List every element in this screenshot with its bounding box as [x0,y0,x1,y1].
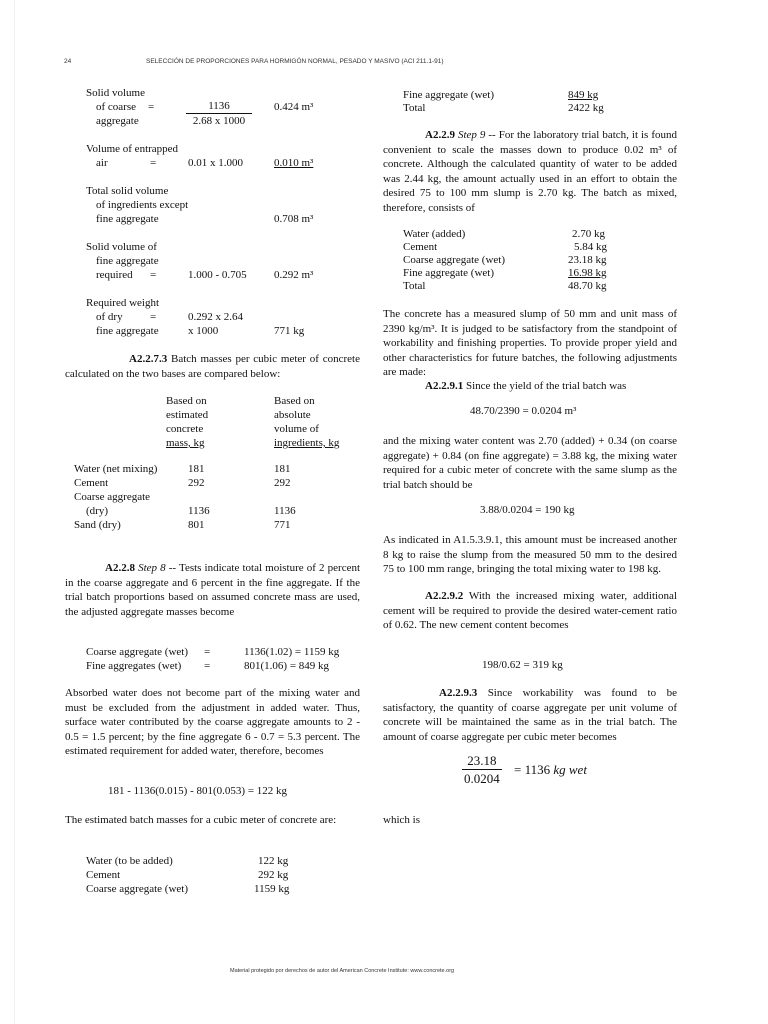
para-a2292-text: With the increased mixing water, additional cement will be required to provide the desired water-cement ratio of 0.62. The new cement content becomes [383,590,677,632]
adjusted-fine-expr: 801(1.06) = 849 kg [244,660,330,672]
total-label: Total [403,102,426,114]
para-mixing-water: and the mixing water content was 2.70 (added) + 0.34 (on coarse aggregate) + 0.84 (on fine aggregate) = 3.88 kg, the mixing water required for a cubic meter of concrete with the same slump as the trial batch should be [383,435,677,491]
table-cell: 771 [274,519,291,531]
para-a2273 [65,352,360,381]
batch-value: 122 kg [258,855,289,867]
solid-coarse-eq: = [148,101,155,113]
solid-coarse-label-1: Solid volume [86,87,145,99]
solid-coarse-fraction [186,99,252,128]
solid-coarse-num: 1136 [186,99,252,114]
para-a229-number: A2.2.9 [425,129,455,141]
adjusted-coarse-eq: = [204,646,211,658]
table-cell: 181 [274,463,291,475]
para-a2291-number: A2.2.9.1 [425,380,464,392]
adjusted-coarse-expr: 1136(1.02) = 1159 kg [244,646,340,658]
solid-fine-label-2: fine aggregate [96,255,159,267]
table-row-label: (dry) [86,505,108,517]
copyright-footer: Material protegido por derechos de autor del American Concrete Institute: www.concrete.org [230,968,455,974]
col1-line-2: estimated [166,409,209,421]
equation-yield: 48.70/2390 = 0.0204 m³ [470,405,577,417]
total-solid-result: 0.708 m³ [274,213,314,225]
solid-coarse-label-3: aggregate [96,115,139,127]
para-a228-number: A2.2.8 [105,562,135,574]
table-cell: 801 [188,519,205,531]
total-solid-label-1: Total solid volume [86,185,169,197]
total-value: 2422 kg [568,102,604,114]
entrapped-air-eq: = [150,157,157,169]
para-a2273-text: Batch masses per cubic meter of concrete calculated on the two bases are compared below: [65,353,360,380]
para-slump: The concrete has a measured slump of 50 mm and unit mass of 2390 kg/m³. It is judged to be satisfactory from the standpoint of workability and finishing properties. To provide proper yield and other characteristics for future batches, the following adjustments are made: [383,308,677,379]
table-cell: 181 [188,463,205,475]
fraction-unit: kg wet [553,762,587,777]
para-a2292 [383,589,677,633]
solid-coarse-label-2: of coarse [96,101,137,113]
entrapped-air-result: 0.010 m³ [274,157,314,169]
required-weight-result: 771 kg [274,325,305,337]
entrapped-air-label-2: air [96,157,108,169]
table-row-label: Cement [74,477,109,489]
para-a2293-number: A2.2.9.3 [439,687,478,699]
batch-label: Water (to be added) [86,855,173,867]
para-a229-text: -- For the laboratory trial batch, it is found convenient to scale the masses down to produce 0.02 m³ of concrete. Although the calculated quantity of water to be added was 2.44 kg, the amount actually used in an effort to obtain the desired 75 to 100 mm slump is 2.70 kg. The batch as mixed, therefore, consists of [383,129,677,214]
para-estimated: The estimated batch masses for a cubic meter of concrete are: [65,814,337,826]
table-cell: 292 [274,477,291,489]
trial-value: 23.18 kg [568,254,607,266]
equation-cement: 198/0.62 = 319 kg [482,659,563,671]
table-cell: 1136 [188,505,210,517]
required-weight-expr-1: 0.292 x 2.64 [188,311,243,323]
para-a229-step: Step 9 [457,129,486,141]
col2-line-4: ingredients, kg [274,437,340,449]
table-row-label: Sand (dry) [74,519,121,531]
fraction-denominator: 0.0204 [464,771,500,786]
para-a229 [383,128,677,216]
table-row-label: Coarse aggregate [74,491,151,503]
solid-fine-label-3: required [96,269,133,281]
adjusted-coarse-label: Coarse aggregate (wet) [86,646,189,658]
table-cell: 1136 [274,505,296,517]
col1-line-1: Based on [166,395,207,407]
compare-col2-header [274,394,339,450]
solid-fine-result: 0.292 m³ [274,269,314,281]
trial-value: 48.70 kg [568,280,607,292]
required-weight-label-1: Required weight [86,297,160,309]
required-weight-label-3: fine aggregate [96,325,159,337]
para-a228 [65,561,360,619]
trial-value: 2.70 kg [572,228,605,240]
fraction-numerator: 23.18 [462,752,502,770]
col2-line-1: Based on [274,395,315,407]
table-row-label: Water (net mixing) [74,463,158,475]
para-indicated: As indicated in A1.5.3.9.1, this amount must be increased another 8 kg to raise the slump from the measured 50 mm to the desired 75 to 100 mm range, bringing the total mixing water to 198 kg. [383,534,677,576]
fraction-rest: = 1136 [514,762,551,777]
batch-value: 1159 kg [254,883,290,895]
coarse-aggregate-fraction [462,752,502,787]
required-weight-eq: = [150,311,157,323]
col1-line-3: concrete [166,423,204,435]
scan-edge-line [14,0,15,1024]
para-absorbed: Absorbed water does not become part of the mixing water and must be excluded from the adjustment in added water. Thus, surface water contributed by the coarse aggregate amounts to 2 - 0.5 = 1.5 percent; by the fine aggregate 6 - 0.7 = 5.3 percent. The estimated requirement for added water, therefore, becomes [65,687,360,758]
trial-label: Water (added) [403,228,466,240]
total-solid-label-2: of ingredients except [96,199,189,211]
para-a2293-text: Since workability was found to be satisfactory, the quantity of coarse aggregate per unit volume of concrete will be maintained the same as in the trial batch. The amount of coarse aggregate per cubic meter becomes [383,687,677,743]
trial-label: Total [403,280,426,292]
fraction-result [514,762,587,778]
table-cell: 292 [188,477,205,489]
page-number: 24 [64,58,72,65]
entrapped-air-expr: 0.01 x 1.000 [188,157,243,169]
para-a2273-number: A2.2.7.3 [129,353,168,365]
trial-value: 5.84 kg [574,241,607,253]
solid-fine-eq: = [150,269,157,281]
para-a228-step: Step 8 [138,562,166,574]
fine-wet-label: Fine aggregate (wet) [403,89,495,101]
solid-fine-expr: 1.000 - 0.705 [188,269,247,281]
solid-coarse-den: 2.68 x 1000 [192,115,246,127]
para-a228-text: -- Tests indicate total moisture of 2 percent in the coarse aggregate and 6 percent in the fine aggregate. If the trial batch proportions based on assumed concrete mass are used, the adjusted aggregate masses become [65,562,361,618]
total-solid-label-3: fine aggregate [96,213,159,225]
adjusted-fine-label: Fine aggregates (wet) [86,660,182,672]
trial-label: Coarse aggregate (wet) [403,254,506,266]
batch-label: Cement [86,869,121,881]
entrapped-air-label-1: Volume of entrapped [86,143,179,155]
compare-col1-header [166,394,208,450]
para-a2293 [383,686,677,744]
solid-coarse-result: 0.424 m³ [274,101,314,113]
col1-line-4: mass, kg [166,437,205,449]
para-a2292-number: A2.2.9.2 [425,590,464,602]
equation-190: 3.88/0.0204 = 190 kg [480,504,575,516]
adjusted-fine-eq: = [204,660,211,672]
required-weight-label-2: of dry [96,311,123,323]
batch-label: Coarse aggregate (wet) [86,883,189,895]
trial-label: Cement [403,241,438,253]
solid-fine-label-1: Solid volume of [86,241,157,253]
trial-value: 16.98 kg [568,267,607,279]
fine-wet-value: 849 kg [568,89,599,101]
para-a2291-text: Since the yield of the trial batch was [463,380,627,392]
batch-value: 292 kg [258,869,289,881]
required-weight-expr-2: x 1000 [188,325,219,337]
equation-added-water: 181 - 1136(0.015) - 801(0.053) = 122 kg [108,785,288,797]
col2-line-3: volume of [274,423,319,435]
running-title: SELECCIÓN DE PROPORCIONES PARA HORMIGÓN NORMAL, PESADO Y MASIVO (ACI 211.1-91) [146,58,444,65]
para-a2291 [383,379,677,394]
which-is: which is [383,814,420,826]
col2-line-2: absolute [274,409,311,421]
trial-label: Fine aggregate (wet) [403,267,495,279]
